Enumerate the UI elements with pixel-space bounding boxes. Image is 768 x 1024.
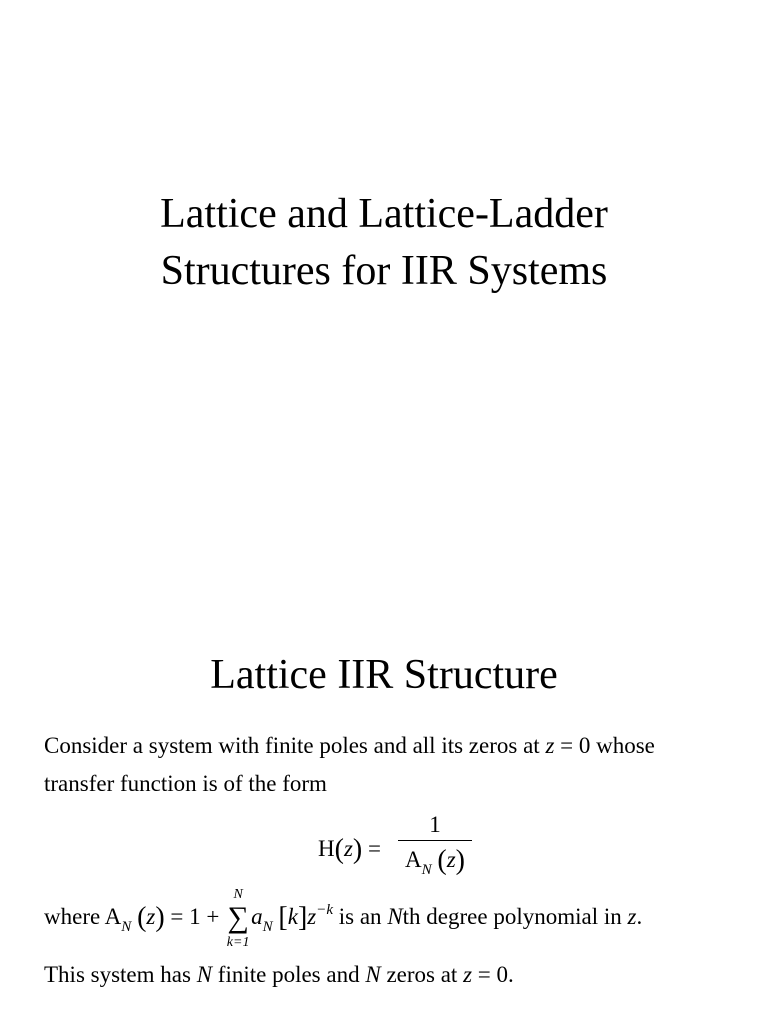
intro-line-2: transfer function is of the form — [44, 771, 327, 796]
equation-var-z: z — [343, 836, 353, 861]
equation-equals: = — [362, 836, 381, 861]
poles-zeros-statement — [44, 961, 514, 989]
bracket-left: [ — [278, 902, 288, 933]
power-exponent: −k — [316, 902, 333, 918]
intro-text: Consider a system with finite poles and all its zeros at — [44, 733, 546, 758]
equation-func-h: H — [318, 836, 335, 861]
poly-tail-1: is an — [333, 904, 388, 929]
summation — [225, 887, 251, 951]
where-word: where — [44, 904, 105, 929]
power-z: z — [307, 904, 317, 929]
last-text-4: = 0. — [472, 962, 514, 987]
poly-right-paren: ) — [155, 902, 165, 933]
coef-a: a — [251, 904, 263, 929]
den-func-a: A — [405, 847, 422, 872]
right-paren: ) — [352, 834, 363, 865]
section-title: Lattice IIR Structure — [210, 652, 558, 698]
bracket-right: ] — [297, 902, 308, 933]
intro-equals-zero: = 0 whose — [554, 733, 655, 758]
poly-equals-one-plus: = 1 + — [164, 904, 226, 929]
poly-tail-end: . — [636, 904, 643, 929]
sum-symbol: ∑ — [227, 901, 249, 935]
intro-line-1 — [44, 732, 655, 760]
poly-tail-n: N — [387, 904, 403, 929]
den-left-paren: ( — [437, 845, 447, 876]
slide-title-line-2: Structures for IIR Systems — [160, 248, 608, 294]
left-paren: ( — [334, 834, 344, 865]
poly-var-z: z — [146, 904, 156, 929]
poly-left-paren: ( — [137, 902, 147, 933]
poly-func-a: A — [104, 904, 122, 929]
sum-upper-limit: N — [233, 887, 243, 903]
last-text-3: zeros at — [380, 962, 464, 987]
coef-subscript: N — [262, 919, 273, 935]
fraction-numerator: 1 — [429, 812, 441, 837]
equation-fraction — [398, 812, 472, 877]
fraction-denominator — [398, 845, 472, 877]
coef-index-k: k — [287, 904, 298, 929]
den-subscript: N — [421, 862, 432, 878]
last-n-2: N — [365, 962, 381, 987]
fraction-bar — [398, 840, 472, 841]
den-var-z: z — [446, 847, 456, 872]
slide-title — [0, 186, 768, 300]
den-right-paren: ) — [455, 845, 465, 876]
sum-lower-limit: k=1 — [226, 935, 250, 951]
last-n-1: N — [196, 962, 213, 987]
poly-subscript: N — [121, 919, 132, 935]
last-text-1: This system has — [44, 962, 197, 987]
intro-var-z: z — [545, 733, 555, 758]
poly-tail-2: th degree polynomial in — [402, 904, 628, 929]
equation-lhs — [318, 832, 381, 864]
last-text-2: finite poles and — [212, 962, 366, 987]
poly-tail-z: z — [627, 904, 637, 929]
slide-title-line-1: Lattice and Lattice-Ladder — [160, 191, 608, 237]
last-z: z — [463, 962, 473, 987]
polynomial-definition — [44, 887, 643, 951]
